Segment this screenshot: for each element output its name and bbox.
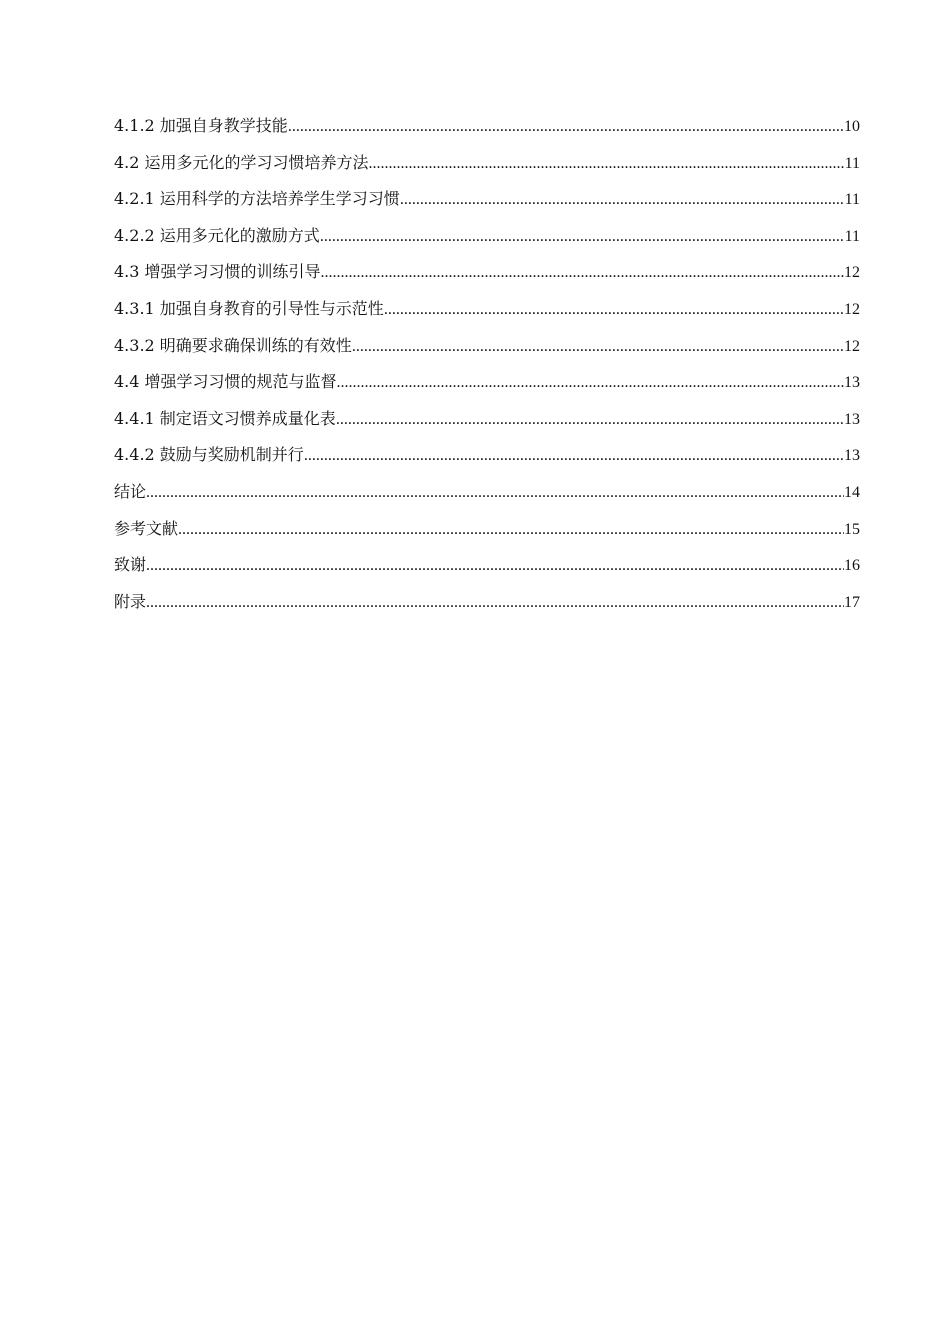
toc-entry-title: 4.2.2 运用多元化的激励方式 <box>114 225 320 245</box>
toc-dot-leader <box>146 585 844 622</box>
toc-entry[interactable] <box>114 437 860 474</box>
toc-entry-page: 11 <box>844 227 860 245</box>
toc-dot-leader <box>336 402 844 439</box>
toc-dot-leader <box>321 255 844 292</box>
toc-entry-title: 4.4 增强学习习惯的规范与监督 <box>114 372 337 392</box>
toc-entry-page: 13 <box>844 447 860 465</box>
toc-entry[interactable] <box>114 474 860 511</box>
toc-entry-page: 10 <box>844 118 860 135</box>
toc-entry[interactable] <box>114 328 860 365</box>
toc-entry-title: 4.4.2 鼓励与奖励机制并行 <box>114 445 304 465</box>
toc-entry-title: 致谢 <box>114 555 147 575</box>
toc-entry-page: 13 <box>844 410 860 428</box>
toc-entry-title: 4.3.2 明确要求确保训练的有效性 <box>114 335 352 355</box>
toc-entry-page: 15 <box>844 520 860 538</box>
toc-entry-title: 附录 <box>114 591 147 611</box>
toc-entry-page: 12 <box>844 337 860 355</box>
toc-entry-title: 4.2.1 运用科学的方法培养学生学习习惯 <box>114 189 400 209</box>
toc-entry-page: 16 <box>844 557 860 575</box>
toc-entry-page: 17 <box>844 593 860 611</box>
toc-entry[interactable] <box>114 584 860 621</box>
toc-dot-leader <box>304 438 844 475</box>
toc-entry-title: 结论 <box>114 481 147 501</box>
toc-entry-page: 14 <box>844 483 860 501</box>
toc-entry-title: 4.2 运用多元化的学习习惯培养方法 <box>114 152 369 172</box>
toc-entry-title: 4.3.1 加强自身教育的引导性与示范性 <box>114 298 384 318</box>
toc-entry[interactable] <box>114 364 860 401</box>
toc-dot-leader <box>384 292 844 329</box>
toc-dot-leader <box>146 475 844 512</box>
toc-dot-leader <box>178 512 844 549</box>
toc-entry[interactable] <box>114 181 860 218</box>
toc-dot-leader <box>369 146 845 183</box>
toc-entry[interactable] <box>114 511 860 548</box>
toc-entry-title: 参考文献 <box>114 518 179 538</box>
toc-entry[interactable] <box>114 254 860 291</box>
toc-entry-page: 11 <box>844 191 860 209</box>
toc-entry-page: 11 <box>844 154 860 172</box>
toc-entry[interactable] <box>114 108 860 145</box>
toc-dot-leader <box>337 365 844 402</box>
toc-entry-title: 4.1.2 加强自身教学技能 <box>114 116 288 135</box>
toc-entry[interactable] <box>114 291 860 328</box>
toc-entry[interactable] <box>114 401 860 438</box>
toc-dot-leader <box>352 329 844 366</box>
table-of-contents <box>114 108 860 620</box>
toc-entry-page: 13 <box>844 374 860 392</box>
toc-dot-leader <box>288 109 844 146</box>
toc-entry-title: 4.3 增强学习习惯的训练引导 <box>114 262 321 282</box>
toc-entry-page: 12 <box>844 300 860 318</box>
toc-entry-title: 4.4.1 制定语文习惯养成量化表 <box>114 408 336 428</box>
toc-entry-page: 12 <box>844 264 860 282</box>
toc-entry[interactable] <box>114 218 860 255</box>
toc-dot-leader <box>320 219 845 256</box>
toc-dot-leader <box>146 548 844 585</box>
toc-entry[interactable] <box>114 547 860 584</box>
toc-entry[interactable] <box>114 145 860 182</box>
toc-dot-leader <box>400 182 845 219</box>
